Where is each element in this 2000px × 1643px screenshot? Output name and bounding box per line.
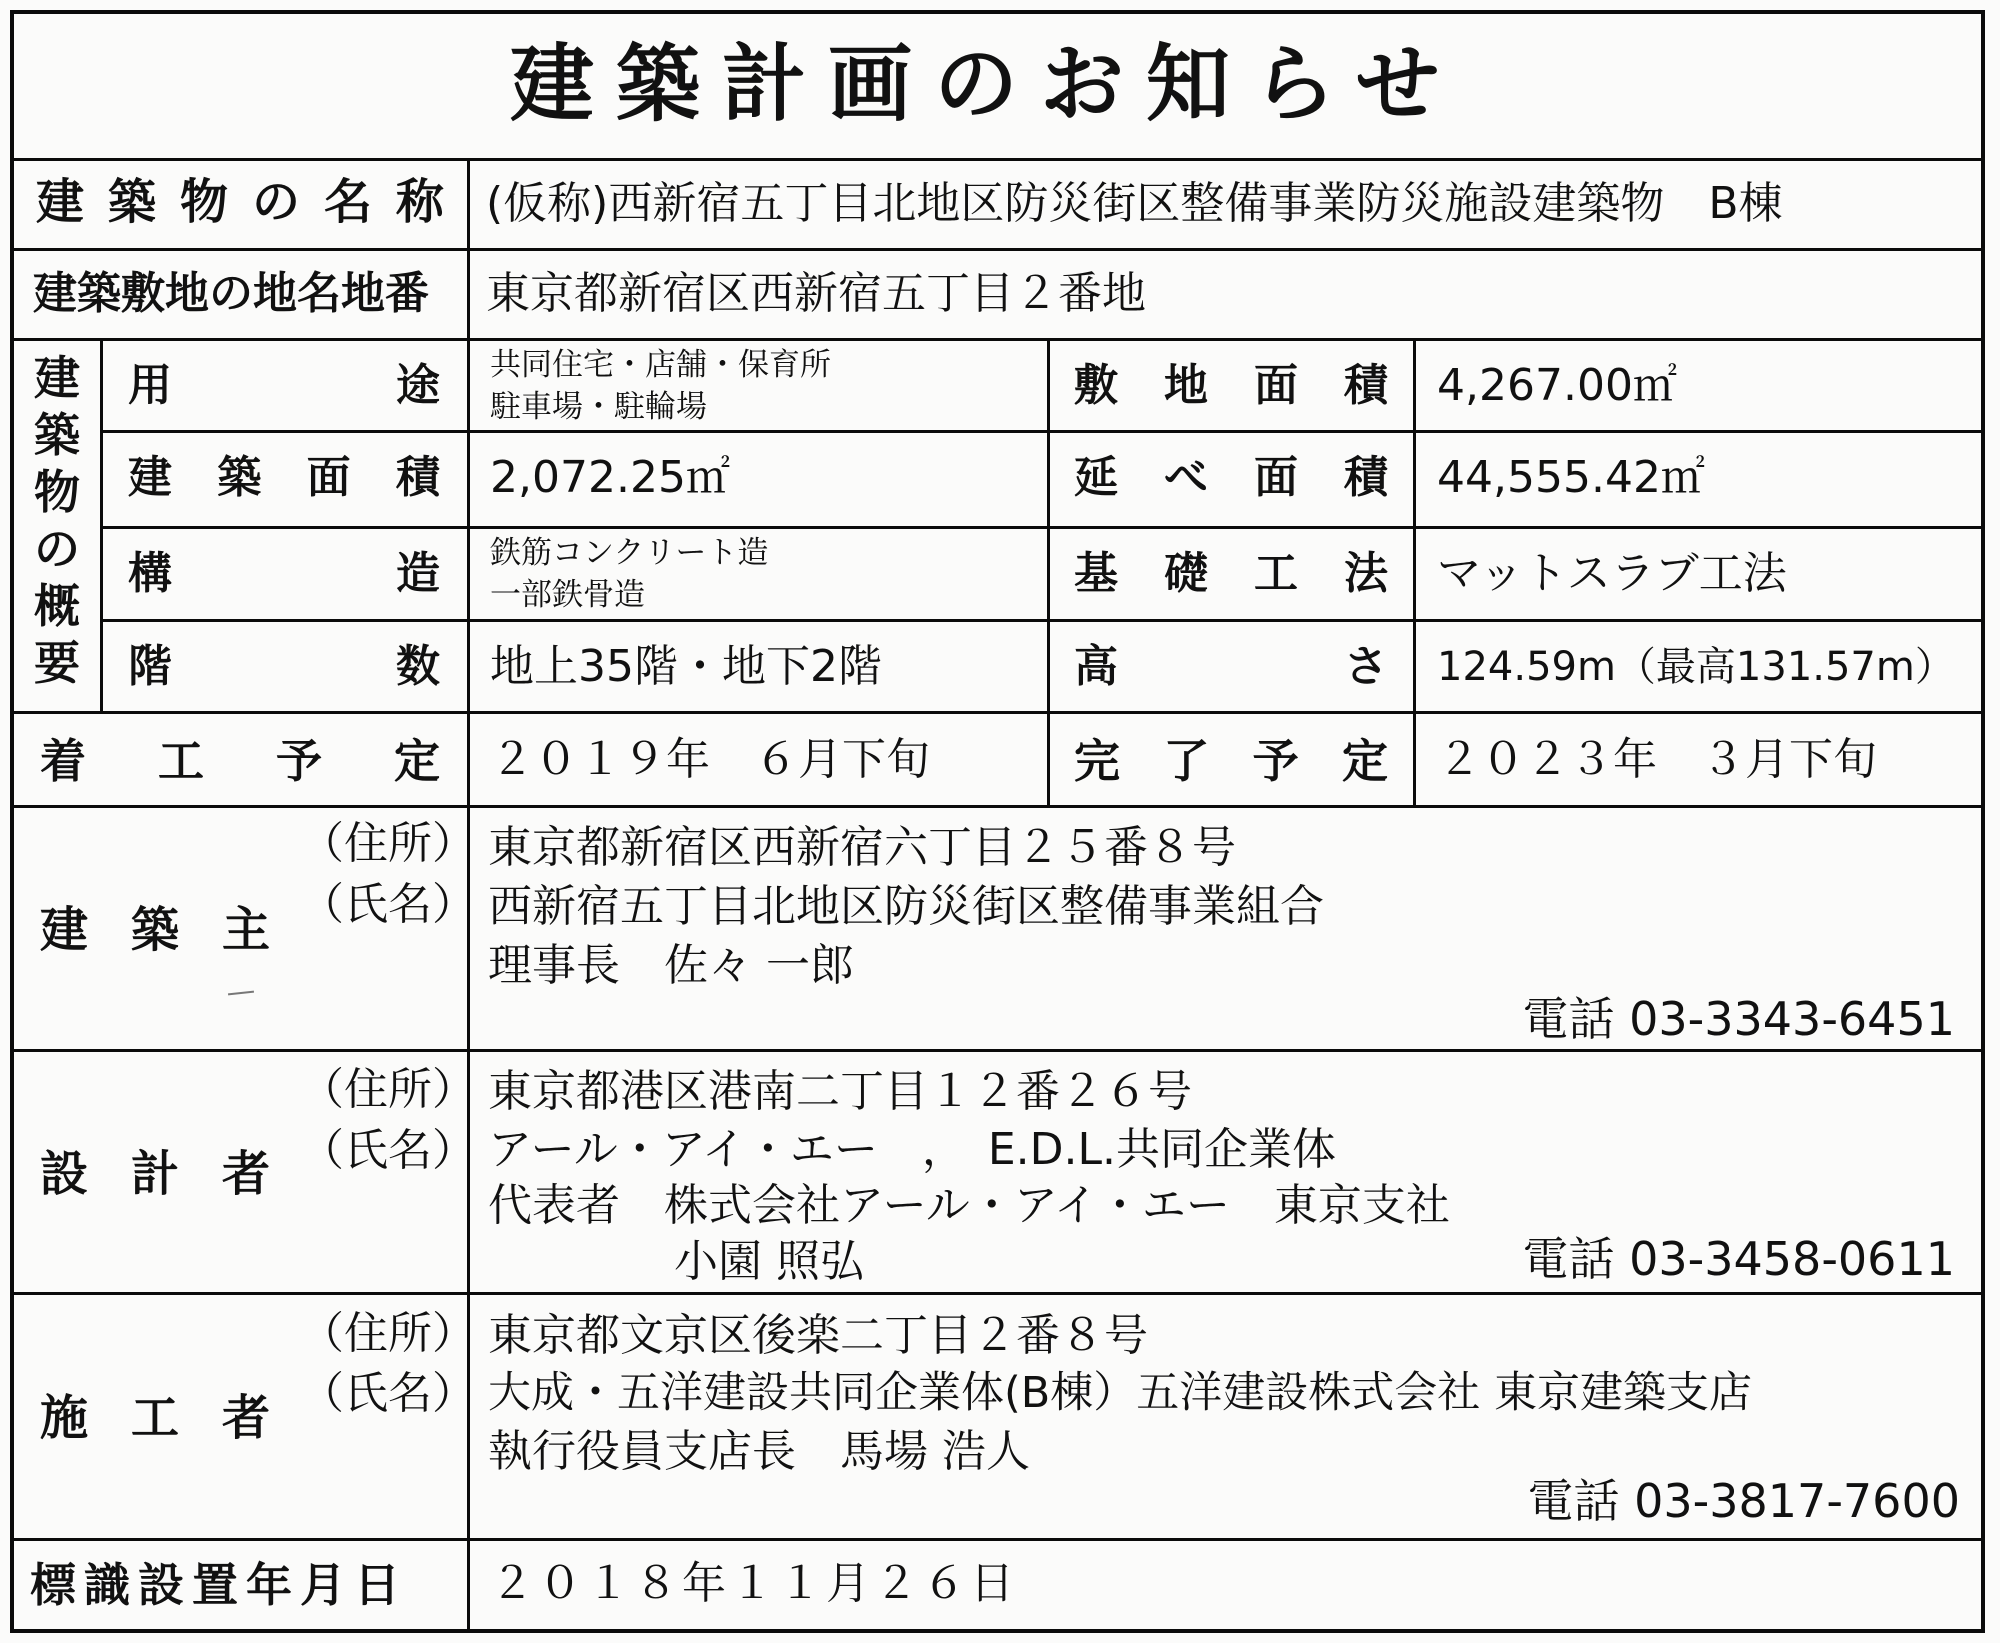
designer-line-1: 東京都港区港南二丁目１２番２６号	[488, 1066, 1192, 1117]
outer-border-left	[10, 10, 14, 1633]
divider-h	[10, 805, 1985, 808]
structure-label: 構 造	[128, 548, 440, 599]
divider-h	[100, 430, 1985, 433]
owner-line-3: 理事長 佐々 一郎	[488, 940, 854, 991]
start-label: 着 工 予 定	[40, 734, 440, 788]
divider-h	[100, 619, 1985, 622]
outer-border-top	[10, 10, 1985, 14]
building-area-label: 建 築 面 積	[128, 452, 440, 503]
site-area-label: 敷 地 面 積	[1074, 360, 1388, 411]
contractor-line-3: 執行役員支店長 馬場 浩人	[488, 1426, 1030, 1477]
designer-line-3: 代表者 株式会社アール・アイ・エー 東京支社	[488, 1180, 1450, 1231]
designer-phone: 電話 03-3458-0611	[1522, 1232, 1955, 1286]
complete-label: 完 了 予 定	[1074, 734, 1388, 788]
divider-v	[100, 338, 103, 714]
outer-border-bottom	[10, 1629, 1985, 1633]
divider-h	[10, 248, 1985, 251]
total-floor-area-value: 44,555.42㎡	[1437, 452, 1705, 503]
start-value: ２０１９年 ６月下旬	[490, 734, 930, 785]
designer-line-2: アール・アイ・エー ， E.D.L.共同企業体	[488, 1124, 1336, 1175]
designer-address-tag: （住所）	[300, 1064, 476, 1115]
outer-border-right	[1981, 10, 1985, 1633]
owner-line-2: 西新宿五丁目北地区防災街区整備事業組合	[488, 881, 1324, 932]
contractor-line-2: 大成・五洋建設共同企業体(B棟）五洋建設株式会社 東京建築支店	[488, 1368, 1752, 1418]
height-value: 124.59m（最高131.57m）	[1437, 644, 1955, 690]
designer-line-4: 小園 照弘	[674, 1236, 864, 1287]
site-address-value: 東京都新宿区西新宿五丁目２番地	[486, 268, 1146, 319]
divider-v	[1413, 338, 1416, 808]
complete-value: ２０２３年 ３月下旬	[1437, 734, 1877, 785]
structure-line-2: 一部鉄骨造	[490, 577, 645, 613]
building-name-label: 建 築 物 の 名 称	[36, 174, 444, 230]
owner-label: 建 築 主	[40, 902, 270, 958]
divider-h	[100, 526, 1985, 529]
divider-h	[10, 711, 1985, 714]
divider-v	[1047, 338, 1050, 808]
contractor-line-1: 東京都文京区後楽二丁目２番８号	[488, 1310, 1148, 1361]
divider-h	[10, 158, 1985, 161]
scribble-mark	[228, 991, 254, 996]
contractor-name-tag: （氏名）	[300, 1368, 476, 1419]
contractor-label: 施 工 者	[40, 1390, 270, 1446]
usage-line-1: 共同住宅・店舗・保育所	[490, 347, 831, 383]
building-area-value: 2,072.25㎡	[490, 452, 730, 503]
sign-date-label: 標識設置年月日	[30, 1558, 408, 1612]
divider-h	[10, 1049, 1985, 1052]
owner-address-tag: （住所）	[300, 818, 476, 869]
structure-line-1: 鉄筋コンクリート造	[490, 535, 769, 571]
floors-label: 階 数	[128, 641, 440, 692]
owner-phone: 電話 03-3343-6451	[1522, 992, 1955, 1046]
designer-name-tag: （氏名）	[300, 1125, 476, 1176]
owner-line-1: 東京都新宿区西新宿六丁目２５番８号	[488, 822, 1236, 873]
foundation-label: 基 礎 工 法	[1074, 548, 1388, 599]
page-title: 建築計画のお知らせ	[510, 35, 1462, 133]
contractor-address-tag: （住所）	[300, 1308, 476, 1359]
divider-h	[10, 338, 1985, 341]
site-address-label: 建築敷地の地名地番	[33, 268, 429, 319]
floors-value: 地上35階・地下2階	[490, 641, 882, 692]
overview-section-label: 建 築 物 の 概 要	[34, 351, 80, 690]
total-floor-area-label: 延 べ 面 積	[1074, 452, 1388, 503]
site-area-value: 4,267.00㎡	[1437, 360, 1677, 411]
divider-h	[10, 1292, 1985, 1295]
height-label: 高 さ	[1074, 641, 1388, 692]
usage-label: 用 途	[128, 360, 440, 411]
sign-date-value: ２０１８年１１月２６日	[490, 1558, 1018, 1609]
contractor-phone: 電話 03-3817-7600	[1527, 1474, 1960, 1528]
designer-label: 設 計 者	[40, 1146, 270, 1202]
divider-h	[10, 1538, 1985, 1541]
owner-name-tag: （氏名）	[300, 879, 476, 930]
foundation-value: マットスラブ工法	[1437, 548, 1787, 599]
building-name-value: (仮称)西新宿五丁目北地区防災街区整備事業防災施設建築物 B棟	[486, 178, 1783, 229]
usage-line-2: 駐車場・駐輪場	[490, 389, 707, 425]
